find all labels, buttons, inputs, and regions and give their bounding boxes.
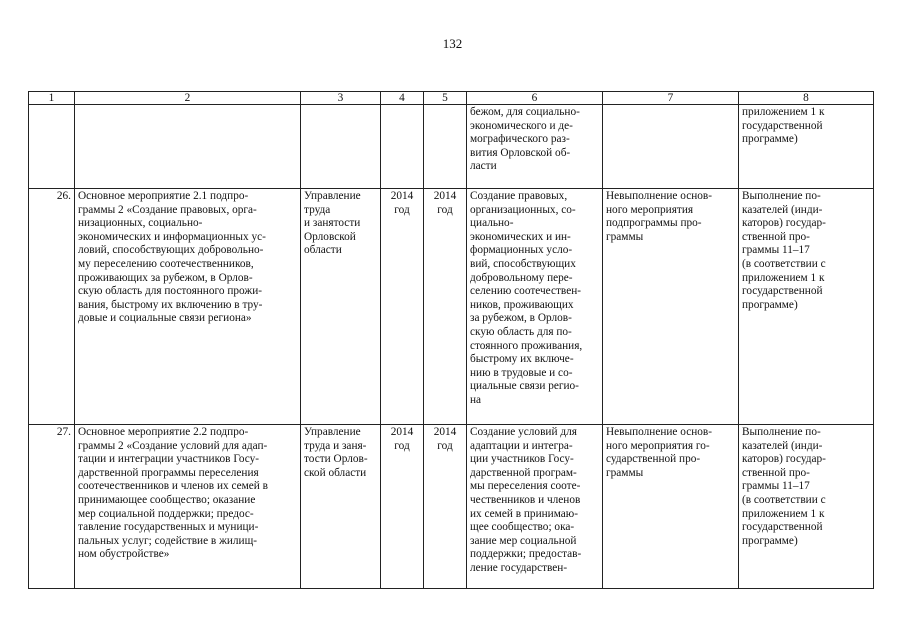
end-year-cell: [424, 105, 467, 189]
column-header-1: 1: [29, 92, 75, 105]
column-header-2: 2: [75, 92, 301, 105]
row-number-cell: 26.: [29, 189, 75, 425]
column-header-5: 5: [424, 92, 467, 105]
executor-cell: [301, 105, 381, 189]
column-header-3: 3: [301, 92, 381, 105]
table-row-continuation: [29, 105, 874, 189]
indicator-link-cell: Выполнение по- казателей (инди- каторов) государ- ственной про- граммы 11–17 (в соответствии с приложением 1 к государственной программе): [739, 189, 874, 425]
column-number-row: [29, 92, 874, 105]
consequences-cell: Невыполнение основ- ного мероприятия подпрограммы про- граммы: [603, 189, 739, 425]
column-header-8: 8: [739, 92, 874, 105]
expected-result-cell: Создание условий для адаптации и интегра- ции участников Госу- дарственной програм- мы переселения соотe- чественников и членов их семей в принимаю- щее сообщество; ока- зание мер социальной поддержки; предостав- ление государствен-: [467, 425, 603, 589]
table-row-26: [29, 189, 874, 425]
expected-result-cell: бежом, для социально- экономического и де- мографического раз- вития Орловской об- ласти: [467, 105, 603, 189]
expected-result-cell: Создание правовых, организационных, со- циально- экономических и ин- формационных усло- вий, способствующих добровольному пере- селению соотечествен- ников, проживающих за рубежом, в Орлов- скую область для по- стоянного проживания, быстрому их включе- нию в трудовые и со- циальные связи регио- на: [467, 189, 603, 425]
column-header-6: 6: [467, 92, 603, 105]
consequences-cell: Невыполнение основ- ного мероприятия го- сударственной про- граммы: [603, 425, 739, 589]
program-events-table: [28, 91, 874, 589]
indicator-link-cell: приложением 1 к государственной программе): [739, 105, 874, 189]
row-number-cell: [29, 105, 75, 189]
end-year-cell: 2014 год: [424, 425, 467, 589]
table-row-27: [29, 425, 874, 589]
executor-cell: Управление труда и занятости Орловской области: [301, 189, 381, 425]
column-header-4: 4: [381, 92, 424, 105]
event-name-cell: [75, 105, 301, 189]
executor-cell: Управление труда и заня- тости Орлов- ской области: [301, 425, 381, 589]
event-name-cell: Основное мероприятие 2.1 подпро- граммы 2 «Создание правовых, орга- низационных, социально- экономических и информационных ус- ловий, способствующих добровольно- му переселению соотечественников, проживающих за рубежом, в Орлов- скую область для постоянного прожи- вания, быстрому их включению в тру- довые и социальные связи региона»: [75, 189, 301, 425]
page-number: 132: [442, 36, 463, 51]
column-header-7: 7: [603, 92, 739, 105]
start-year-cell: 2014 год: [381, 425, 424, 589]
start-year-cell: [381, 105, 424, 189]
row-number-cell: 27.: [29, 425, 75, 589]
end-year-cell: 2014 год: [424, 189, 467, 425]
start-year-cell: 2014 год: [381, 189, 424, 425]
consequences-cell: [603, 105, 739, 189]
event-name-cell: Основное мероприятие 2.2 подпро- граммы 2 «Создание условий для адап- тации и интеграции участников Госу- дарственной программы переселения соотечественников и членов их семей в принимающее сообщество; оказание мер социальной поддержки; предос- тавление государственных и муници- пальных услуг; содействие в жилищ- ном обустройстве»: [75, 425, 301, 589]
indicator-link-cell: Выполнение по- казателей (инди- каторов) государ- ственной про- граммы 11–17 (в соответствии с приложением 1 к государственной программе): [739, 425, 874, 589]
